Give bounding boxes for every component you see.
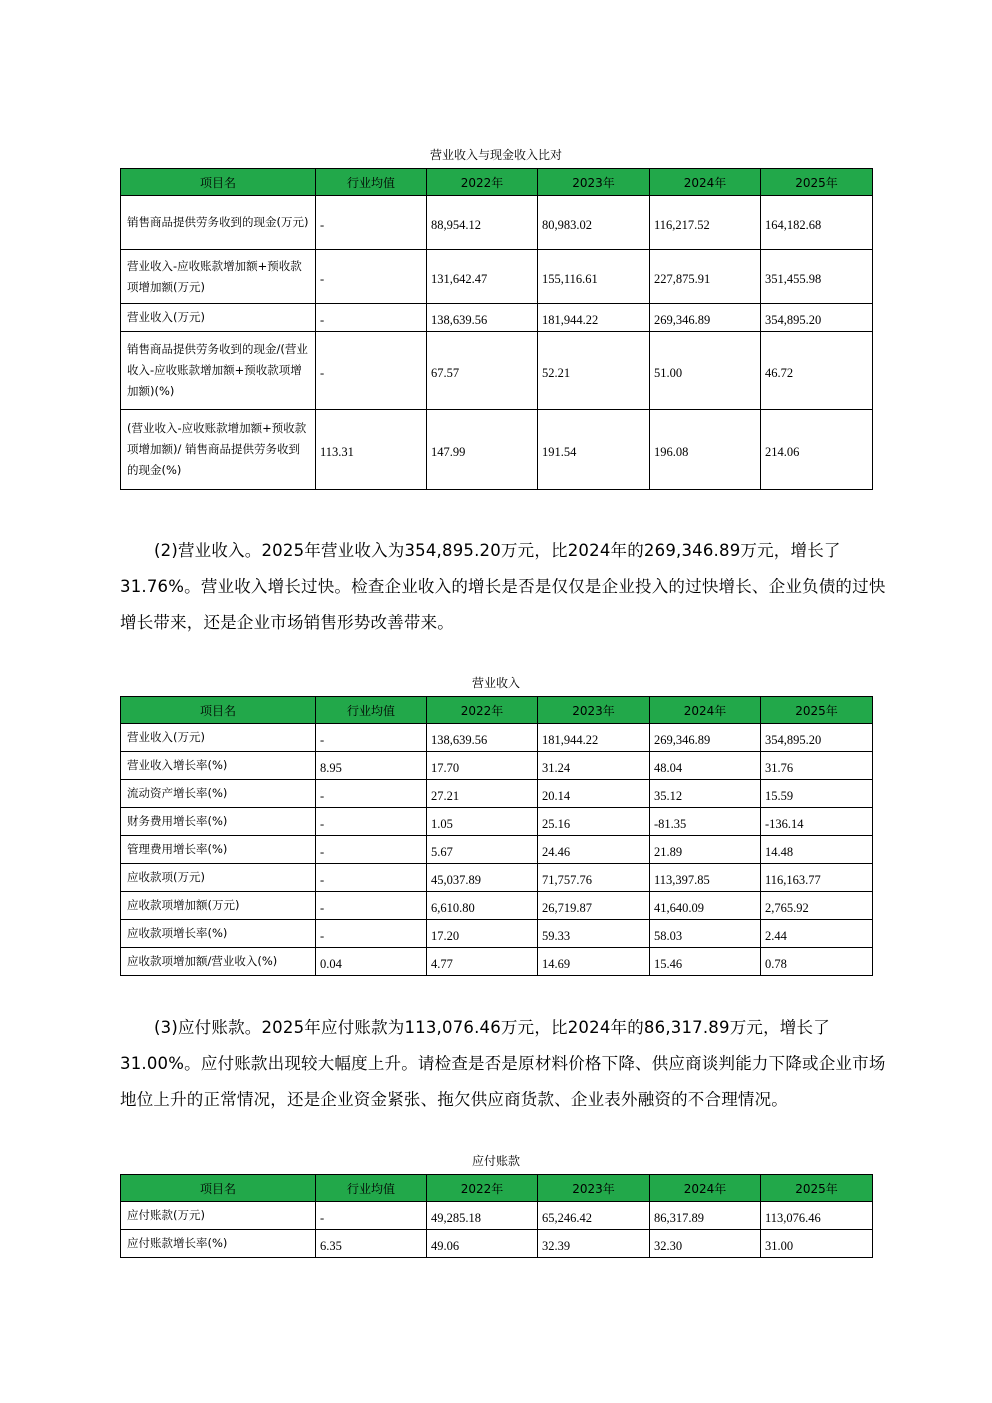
cell-2025: -136.14 (761, 808, 873, 836)
cell-2022: 67.57 (427, 332, 538, 410)
row-label: 应付账款增长率(%) (121, 1230, 316, 1258)
header-year-2023: 2023年 (538, 169, 650, 196)
row-label: 应收款项增加额/营业收入(%) (121, 948, 316, 976)
header-year-2025: 2025年 (761, 169, 873, 196)
cell-2023: 20.14 (538, 780, 650, 808)
cell-2022: 1.05 (427, 808, 538, 836)
row-label: 销售商品提供劳务收到的现金(万元) (121, 196, 316, 250)
cell-industry-avg: 113.31 (316, 410, 427, 490)
cell-2025: 46.72 (761, 332, 873, 410)
cell-2023: 52.21 (538, 332, 650, 410)
table1-caption: 营业收入与现金收入比对 (429, 148, 562, 162)
table-row (121, 250, 873, 304)
cell-2022: 138,639.56 (427, 724, 538, 752)
header-year-2025: 2025年 (761, 697, 873, 724)
table-row (121, 752, 873, 780)
cell-2024: 35.12 (650, 780, 761, 808)
table-row (121, 864, 873, 892)
cell-2024: 21.89 (650, 836, 761, 864)
table3-caption: 应付账款 (471, 1154, 520, 1168)
cell-industry-avg: - (316, 332, 427, 410)
payables-analysis-paragraph: (3)应付账款。2025年应付账款为113,076.46万元，比2024年的86,317.89万元，增长了31.00%。应付账款出现较大幅度上升。请检查是否是原材料价格下降、供应商谈判能力下降或企业市场地位上升的正常情况，还是企业资金紧张、拖欠供应商货款、企业表外融资的不合理情况。 (120, 1018, 886, 1109)
table-row (121, 1202, 873, 1230)
cell-2023: 71,757.76 (538, 864, 650, 892)
cell-2024: 15.46 (650, 948, 761, 976)
cell-2024: 32.30 (650, 1230, 761, 1258)
header-year-2023: 2023年 (538, 1175, 650, 1202)
cell-2023: 31.24 (538, 752, 650, 780)
header-year-2024: 2024年 (650, 169, 761, 196)
payables-table (120, 1174, 873, 1258)
cell-2022: 45,037.89 (427, 864, 538, 892)
header-year-2022: 2022年 (427, 697, 538, 724)
table-row (121, 780, 873, 808)
header-industry-avg: 行业均值 (316, 697, 427, 724)
cell-2023: 14.69 (538, 948, 650, 976)
row-label: 流动资产增长率(%) (121, 780, 316, 808)
row-label: 应收款项(万元) (121, 864, 316, 892)
cell-2023: 24.46 (538, 836, 650, 864)
table-header-row (121, 697, 873, 724)
cell-2023: 25.16 (538, 808, 650, 836)
cell-2022: 4.77 (427, 948, 538, 976)
table-row (121, 410, 873, 490)
row-label: 应付账款(万元) (121, 1202, 316, 1230)
cell-2024: 269,346.89 (650, 724, 761, 752)
cell-industry-avg: - (316, 808, 427, 836)
cell-industry-avg: - (316, 864, 427, 892)
table2-caption: 营业收入 (471, 676, 520, 690)
cell-2022: 17.20 (427, 920, 538, 948)
header-item-name: 项目名 (121, 1175, 316, 1202)
cell-2022: 49,285.18 (427, 1202, 538, 1230)
row-label: 销售商品提供劳务收到的现金/(营业收入-应收账款增加额+预收款项增加额)(%) (121, 332, 316, 410)
table-row (121, 332, 873, 410)
cell-industry-avg: - (316, 892, 427, 920)
header-year-2024: 2024年 (650, 697, 761, 724)
cell-2022: 131,642.47 (427, 250, 538, 304)
cell-2023: 59.33 (538, 920, 650, 948)
cell-2022: 5.67 (427, 836, 538, 864)
cell-2025: 15.59 (761, 780, 873, 808)
row-label: 应收款项增加额(万元) (121, 892, 316, 920)
cell-2025: 164,182.68 (761, 196, 873, 250)
cell-2024: 58.03 (650, 920, 761, 948)
table-row (121, 920, 873, 948)
cell-2024: 113,397.85 (650, 864, 761, 892)
cell-2025: 116,163.77 (761, 864, 873, 892)
row-label: 营业收入增长率(%) (121, 752, 316, 780)
row-label: 应收款项增长率(%) (121, 920, 316, 948)
table-row (121, 196, 873, 250)
cell-industry-avg: - (316, 1202, 427, 1230)
table-row (121, 948, 873, 976)
row-label: 营业收入(万元) (121, 724, 316, 752)
table-row (121, 1230, 873, 1258)
cell-2024: 48.04 (650, 752, 761, 780)
cell-2024: 41,640.09 (650, 892, 761, 920)
header-year-2022: 2022年 (427, 169, 538, 196)
cell-2023: 32.39 (538, 1230, 650, 1258)
header-item-name: 项目名 (121, 697, 316, 724)
cell-industry-avg: - (316, 920, 427, 948)
cell-industry-avg: 0.04 (316, 948, 427, 976)
cell-2023: 181,944.22 (538, 304, 650, 332)
row-label: 财务费用增长率(%) (121, 808, 316, 836)
cell-2024: 86,317.89 (650, 1202, 761, 1230)
cell-2025: 113,076.46 (761, 1202, 873, 1230)
header-year-2024: 2024年 (650, 1175, 761, 1202)
cell-industry-avg: - (316, 250, 427, 304)
cash-vs-revenue-table (120, 168, 873, 490)
table-row (121, 892, 873, 920)
table-row (121, 724, 873, 752)
cell-2023: 65,246.42 (538, 1202, 650, 1230)
cell-2023: 26,719.87 (538, 892, 650, 920)
row-label: 营业收入(万元) (121, 304, 316, 332)
cell-2025: 2,765.92 (761, 892, 873, 920)
cell-2025: 354,895.20 (761, 304, 873, 332)
cell-2025: 0.78 (761, 948, 873, 976)
cell-2024: 269,346.89 (650, 304, 761, 332)
cell-2024: -81.35 (650, 808, 761, 836)
cell-2024: 227,875.91 (650, 250, 761, 304)
cell-2022: 138,639.56 (427, 304, 538, 332)
row-label: 营业收入-应收账款增加额+预收款项增加额(万元) (121, 250, 316, 304)
cell-2022: 6,610.80 (427, 892, 538, 920)
header-year-2022: 2022年 (427, 1175, 538, 1202)
cell-industry-avg: 8.95 (316, 752, 427, 780)
cell-2023: 181,944.22 (538, 724, 650, 752)
cell-2024: 116,217.52 (650, 196, 761, 250)
cell-industry-avg: - (316, 304, 427, 332)
cell-2023: 155,116.61 (538, 250, 650, 304)
header-year-2025: 2025年 (761, 1175, 873, 1202)
header-industry-avg: 行业均值 (316, 169, 427, 196)
cell-2025: 214.06 (761, 410, 873, 490)
header-industry-avg: 行业均值 (316, 1175, 427, 1202)
cell-2022: 27.21 (427, 780, 538, 808)
cell-industry-avg: - (316, 780, 427, 808)
row-label: (营业收入-应收账款增加额+预收款项增加额)/ 销售商品提供劳务收到的现金(%) (121, 410, 316, 490)
cell-2025: 2.44 (761, 920, 873, 948)
cell-2025: 14.48 (761, 836, 873, 864)
header-year-2023: 2023年 (538, 697, 650, 724)
cell-2025: 354,895.20 (761, 724, 873, 752)
cell-2023: 80,983.02 (538, 196, 650, 250)
revenue-table (120, 696, 873, 976)
table-row (121, 836, 873, 864)
cell-industry-avg: - (316, 836, 427, 864)
table-header-row (121, 169, 873, 196)
revenue-analysis-paragraph: (2)营业收入。2025年营业收入为354,895.20万元，比2024年的269,346.89万元，增长了31.76%。营业收入增长过快。检查企业收入的增长是否是仅仅是企业投入的过快增长、企业负债的过快增长带来，还是企业市场销售形势改善带来。 (120, 541, 886, 632)
cell-2024: 51.00 (650, 332, 761, 410)
cell-2025: 31.00 (761, 1230, 873, 1258)
cell-2022: 147.99 (427, 410, 538, 490)
cell-industry-avg: 6.35 (316, 1230, 427, 1258)
table-row (121, 304, 873, 332)
row-label: 管理费用增长率(%) (121, 836, 316, 864)
cell-2025: 31.76 (761, 752, 873, 780)
header-item-name: 项目名 (121, 169, 316, 196)
cell-industry-avg: - (316, 196, 427, 250)
cell-2022: 88,954.12 (427, 196, 538, 250)
cell-2024: 196.08 (650, 410, 761, 490)
table-row (121, 808, 873, 836)
cell-2025: 351,455.98 (761, 250, 873, 304)
cell-industry-avg: - (316, 724, 427, 752)
cell-2023: 191.54 (538, 410, 650, 490)
cell-2022: 49.06 (427, 1230, 538, 1258)
cell-2022: 17.70 (427, 752, 538, 780)
table-header-row (121, 1175, 873, 1202)
